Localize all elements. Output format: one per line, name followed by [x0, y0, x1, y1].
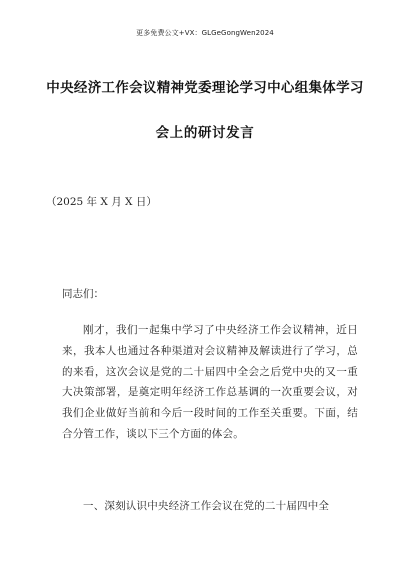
section-heading: 一、深刻认识中央经济工作会议在党的二十届四中全: [83, 500, 330, 512]
document-title-line2: 会上的研讨发言: [155, 125, 255, 141]
header-watermark: 更多免费公文+VX：GLGeGongWen2024: [136, 29, 274, 37]
body-paragraph: 刚才，我们一起集中学习了中央经济工作会议精神，近日来，我本人也通过各种渠道对会议精神及解读进行了学习，总的来看，这次会议是党的二十届四中全会之后党中央的又一重大决策部署，是奠定明年经济工作总基调的一次重要会议，对我们企业做好当前和今后一段时间的工作至关重要。下面，结合分管工作，谈以下三个方面的体会。: [62, 324, 358, 440]
document-title-line1: 中央经济工作会议精神党委理论学习中心组集体学习: [46, 80, 364, 96]
document-date: （2025 年 X 月 X 日）: [46, 196, 157, 208]
salutation: 同志们：: [62, 288, 104, 300]
